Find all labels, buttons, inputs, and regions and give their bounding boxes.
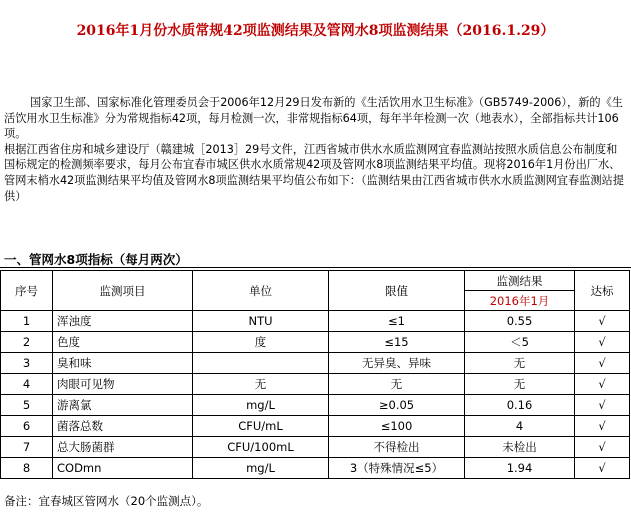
cell-pass: √ [575,332,630,353]
cell-result: 1.94 [465,458,575,479]
cell-unit [193,353,329,374]
cell-pass: √ [575,437,630,458]
cell-limit: 无异臭、异味 [329,353,465,374]
cell-unit: CFU/mL [193,416,329,437]
cell-limit: 不得检出 [329,437,465,458]
cell-pass: √ [575,353,630,374]
footnote: 备注：宜春城区管网水（20个监测点）。 [4,494,209,508]
page-title: 2016年1月份水质常规42项监测结果及管网水8项监测结果（2016.1.29） [76,23,555,39]
cell-item: 肉眼可见物 [53,374,193,395]
table-header-row [1,271,630,291]
header-month: 2016年1月 [465,291,575,311]
cell-item: 总大肠菌群 [53,437,193,458]
cell-limit: 3（特殊情况≤5） [329,458,465,479]
cell-seq: 8 [1,458,53,479]
cell-pass: √ [575,374,630,395]
intro-text [4,95,626,204]
table-row [1,416,630,437]
table-row [1,395,630,416]
cell-result: 无 [465,353,575,374]
intro-paragraph-2: 根据江西省住房和城乡建设厅（赣建城［2013］29号文件，江西省城市供水水质监测网宜春监测站按照水质信息公布制度和国标规定的检测频率要求，每月公布宜春市城区供水水质常规42项及管网水8项监测结果平均值。现将2016年1月份出厂水、管网末梢水42项监测结果平均值及管网水8项监测结果平均值公布如下：（监测结果由江西省城市供水水质监测网宜春监测站提供） [4,142,624,203]
cell-item: 游离氯 [53,395,193,416]
cell-result: 4 [465,416,575,437]
cell-unit: mg/L [193,458,329,479]
cell-seq: 7 [1,437,53,458]
cell-unit: CFU/100mL [193,437,329,458]
cell-item: 色度 [53,332,193,353]
cell-unit: 度 [193,332,329,353]
cell-seq: 4 [1,374,53,395]
header-seq: 序号 [1,271,53,311]
table-row [1,353,630,374]
table-row [1,374,630,395]
table-row [1,437,630,458]
section-title: 一、管网水8项指标（每月两次） [4,252,188,267]
table-row [1,332,630,353]
header-result: 监测结果 [465,271,575,291]
cell-seq: 5 [1,395,53,416]
cell-unit: NTU [193,311,329,332]
cell-item: 臭和味 [53,353,193,374]
cell-limit: 无 [329,374,465,395]
cell-limit: ≤100 [329,416,465,437]
cell-item: 菌落总数 [53,416,193,437]
cell-result: 无 [465,374,575,395]
cell-limit: ≥0.05 [329,395,465,416]
intro-paragraph-1: 国家卫生部、国家标准化管理委员会于2006年12月29日发布新的《生活饮用水卫生标准》（GB5749-2006），新的《生活饮用水卫生标准》分为常规指标42项，每月检测一次，非常规指标64项，每年半年检测一次（地表水），全部指标共计106项。 [4,96,623,141]
cell-seq: 3 [1,353,53,374]
table-row [1,458,630,479]
table-row [1,311,630,332]
cell-unit: mg/L [193,395,329,416]
cell-item: 浑浊度 [53,311,193,332]
cell-item: CODmn [53,458,193,479]
cell-limit: ≤1 [329,311,465,332]
cell-result: 0.55 [465,311,575,332]
cell-limit: ≤15 [329,332,465,353]
cell-pass: √ [575,311,630,332]
section-divider [0,267,631,268]
cell-pass: √ [575,416,630,437]
cell-result: 未检出 [465,437,575,458]
cell-pass: √ [575,395,630,416]
header-pass: 达标 [575,271,630,311]
cell-pass: √ [575,458,630,479]
results-table [0,270,630,479]
cell-result: 0.16 [465,395,575,416]
cell-result: ＜5 [465,332,575,353]
header-limit: 限值 [329,271,465,311]
cell-seq: 1 [1,311,53,332]
header-item: 监测项目 [53,271,193,311]
cell-unit: 无 [193,374,329,395]
cell-seq: 2 [1,332,53,353]
cell-seq: 6 [1,416,53,437]
header-unit: 单位 [193,271,329,311]
